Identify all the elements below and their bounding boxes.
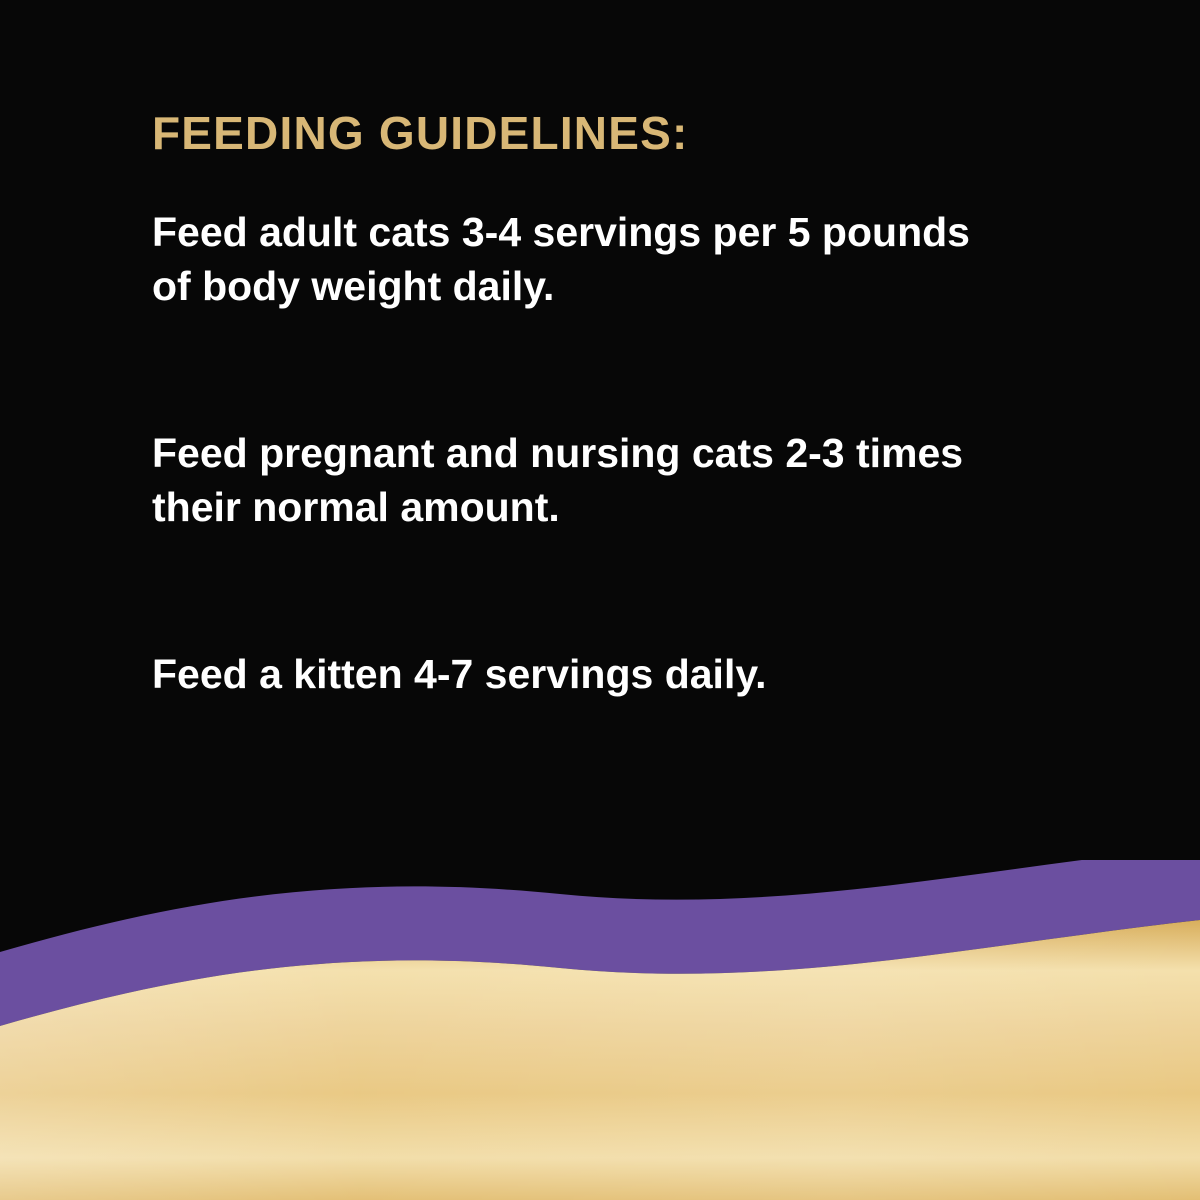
guideline-paragraph-kitten: Feed a kitten 4-7 servings daily. [152, 650, 767, 697]
guideline-paragraph-adult: Feed adult cats 3-4 servings per 5 pounds of body weight daily. [152, 208, 970, 310]
page-title: FEEDING GUIDELINES: [152, 107, 689, 159]
guideline-paragraph-pregnant: Feed pregnant and nursing cats 2-3 times their normal amount. [152, 429, 964, 531]
decorative-wave-footer [0, 860, 1200, 1200]
text-block [152, 108, 1052, 701]
